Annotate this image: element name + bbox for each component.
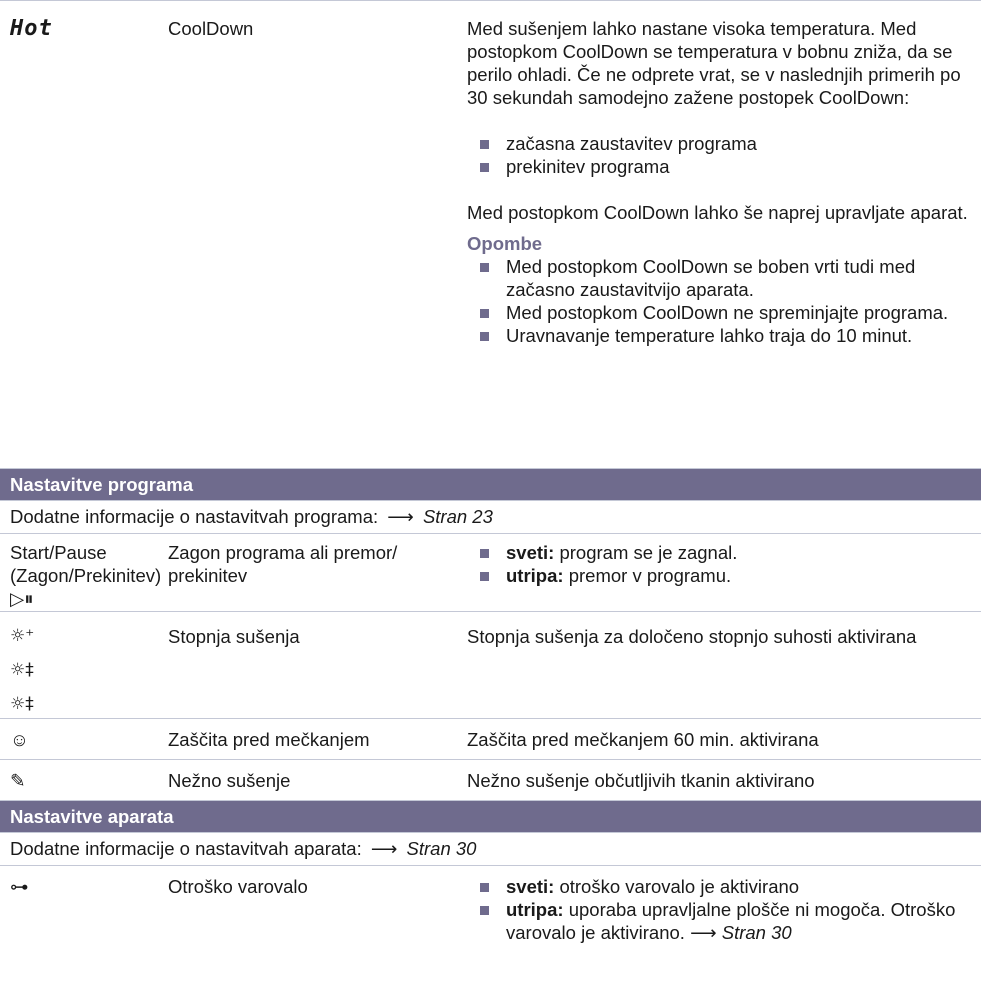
cooldown-description (467, 17, 972, 347)
cooldown-para1: Med sušenjem lahko nastane visoka temperatura. Med postopkom CoolDown se temperatura v bobnu zniža, da se perilo ohladi. Če ne odprete vrat, se v naslednjih primerih po 30 sekundah samodejno zažene postopek CoolDown: (467, 18, 961, 108)
cooldown-bullet-list (467, 132, 972, 178)
list-item: sveti: program se je zagnal. (467, 541, 972, 564)
arrow-icon: ⟶ (690, 922, 717, 943)
table-row-child-lock (0, 866, 981, 960)
list-item: Med postopkom CoolDown se boben vrti tudi med začasno zaustavitvijo aparata. (467, 255, 972, 301)
section-header-device: Nastavitve aparata (0, 801, 981, 833)
dry-level-3-icon: ☼‡ (10, 694, 34, 714)
section-header-program: Nastavitve programa (0, 469, 981, 501)
child-lock-link[interactable]: Stran 30 (721, 922, 792, 943)
table-row-cooldown (0, 0, 981, 469)
list-item: utripa: premor v programu. (467, 564, 972, 587)
child-lock-bullets (467, 875, 972, 944)
gentle-dry-icon: ✎ (10, 770, 26, 791)
dry-level-description: Stopnja sušenja za določeno stopnjo suhosti aktivirana (467, 626, 917, 647)
child-lock-description (467, 875, 972, 944)
gentle-dry-description: Nežno sušenje občutljivih tkanin aktivirano (467, 770, 815, 791)
list-item: prekinitev programa (467, 155, 972, 178)
start-pause-label: Start/Pause (Zagon/Prekinitev) (10, 542, 162, 586)
dry-level-1-icon: ☼⁺ (10, 626, 35, 646)
anti-crease-icon: ☺ (10, 729, 29, 750)
arrow-icon: ⟶ (370, 838, 398, 859)
cooldown-name: CoolDown (168, 18, 254, 39)
start-pause-bullets (467, 541, 972, 587)
cooldown-para2: Med postopkom CoolDown lahko še naprej upravljate aparat. (467, 202, 968, 223)
dry-level-name: Stopnja sušenja (168, 626, 300, 647)
arrow-icon: ⟶ (387, 506, 414, 527)
notes-title: Opombe (467, 233, 543, 254)
start-pause-description (467, 541, 972, 587)
table-row-gentle-dry (0, 760, 981, 801)
anti-crease-description: Zaščita pred mečkanjem 60 min. aktivirana (467, 729, 819, 750)
device-info-row (0, 833, 981, 866)
program-info-text: Dodatne informacije o nastavitvah programa: (10, 506, 379, 527)
table-row-anti-crease (0, 719, 981, 760)
program-info-link[interactable]: Stran 23 (422, 506, 493, 527)
list-item: Uravnavanje temperature lahko traja do 10 minut. (467, 324, 972, 347)
table-row-dry-level (0, 612, 981, 719)
gentle-dry-name: Nežno sušenje (168, 770, 291, 791)
child-lock-name: Otroško varovalo (168, 876, 308, 897)
table-row-start (0, 534, 981, 612)
list-item: sveti: otroško varovalo je aktivirano (467, 875, 972, 898)
list-item: Med postopkom CoolDown ne spreminjajte programa. (467, 301, 972, 324)
dry-level-2-icon: ☼‡ (10, 660, 34, 680)
hot-display-icon: Hot (10, 16, 53, 41)
child-lock-icon: ⊶ (10, 876, 29, 897)
play-pause-icon: ▷⏸ (10, 588, 34, 609)
device-info-link[interactable]: Stran 30 (406, 838, 477, 859)
program-info-row (0, 501, 981, 534)
list-item: utripa: uporaba upravljalne plošče ni mogoča. Otroško varovalo je aktivirano. ⟶ Stran 30 (467, 898, 972, 944)
device-info-text: Dodatne informacije o nastavitvah aparata: (10, 838, 362, 859)
start-pause-name: Zagon programa ali premor/ prekinitev (168, 542, 398, 586)
list-item: začasna zaustavitev programa (467, 132, 972, 155)
notes-list (467, 255, 972, 347)
anti-crease-name: Zaščita pred mečkanjem (168, 729, 370, 750)
